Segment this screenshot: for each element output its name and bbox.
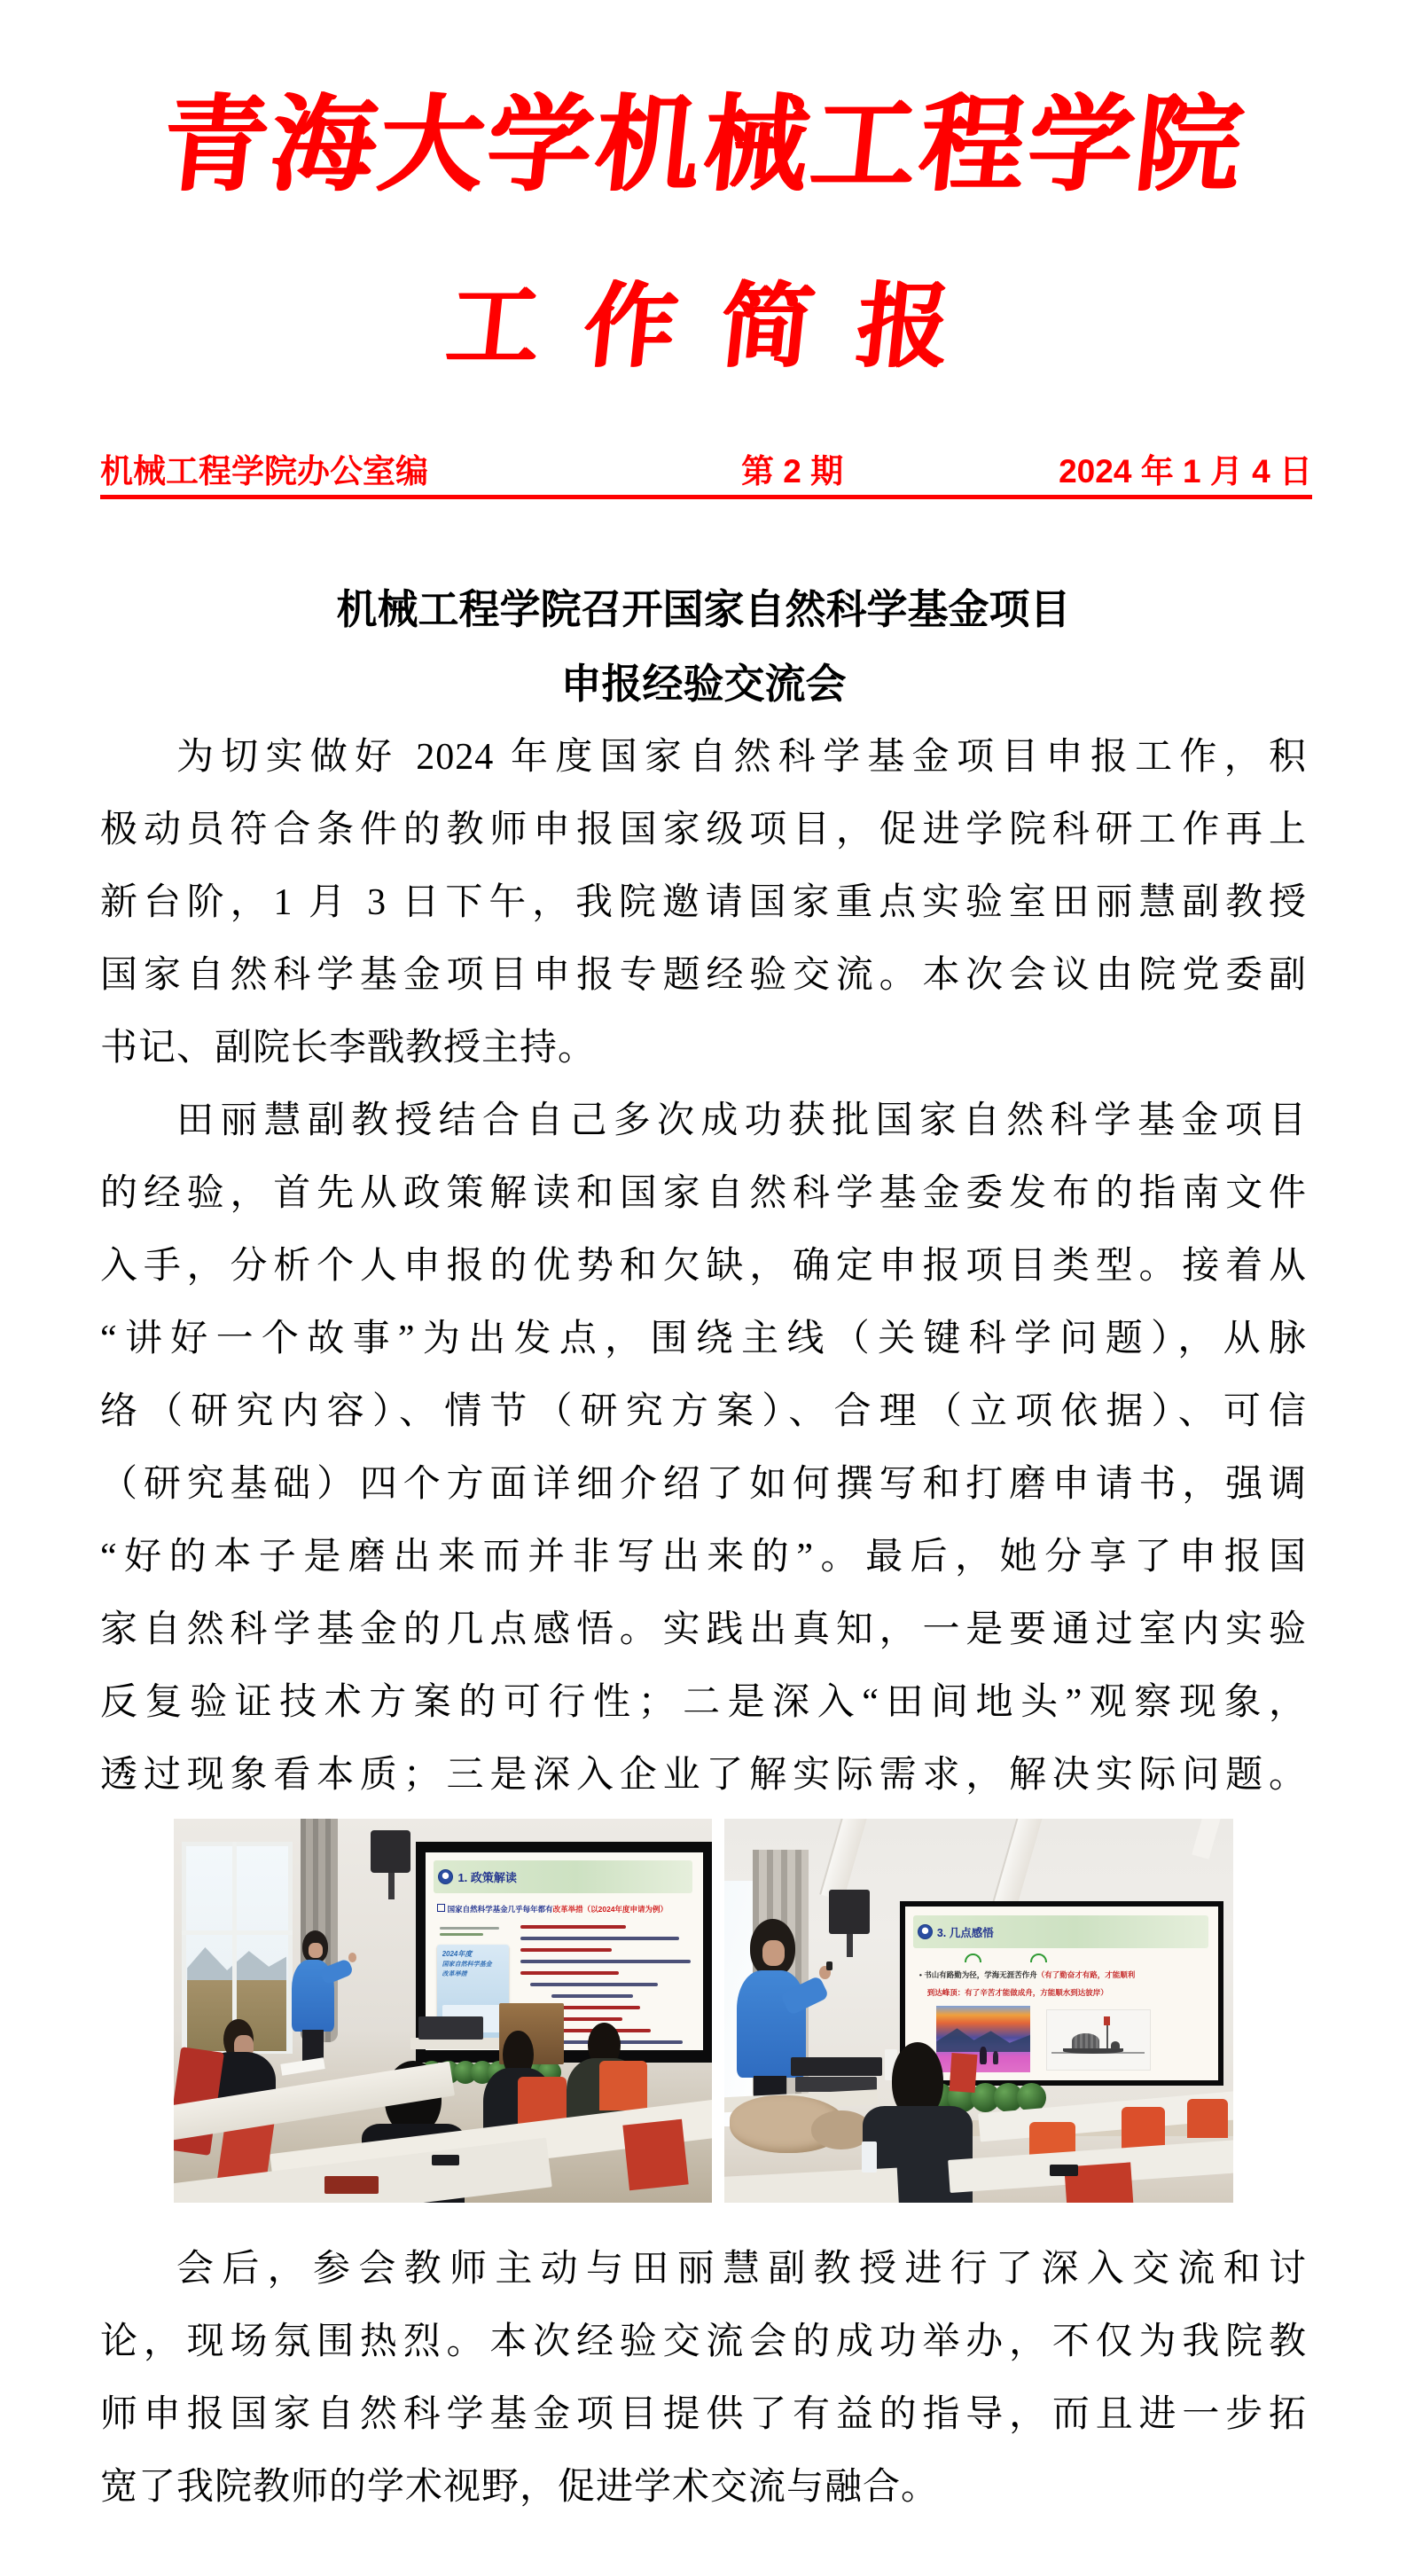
body-line: 极动员符合条件的教师申报国家级项目，促进学院科研工作再上 (100, 810, 1307, 851)
body-line: 入手，分析个人申报的优势和欠缺，确定申报项目类型。接着从 (100, 1246, 1307, 1288)
green-arc-icon (965, 1954, 981, 1962)
presenter-face (309, 1943, 323, 1958)
body-line: 透过现象看本质；三是深入企业了解实际需求，解决实际问题。 (100, 1755, 1307, 1797)
org-title-text: 青海大学机械工程学院 (156, 88, 1251, 204)
phone (432, 2155, 458, 2165)
paragraph-3 (0, 2233, 1407, 2524)
speaker-box (829, 1890, 870, 1934)
paragraph-1 (0, 721, 1407, 1084)
card-line: 改革举措 (442, 1971, 467, 1978)
subtitle-highlight: 改革举措 (552, 1904, 583, 1914)
speaker-bracket (388, 1873, 395, 1899)
issue-date: 2024 年 1 月 4 日 (1059, 453, 1312, 489)
slide-mini-lines (440, 1927, 506, 1941)
university-logo-icon (438, 1869, 453, 1884)
masthead-bulletin-title (0, 277, 1407, 379)
slide-quote-line2: 到达峰顶：有了辛苦才能做成舟，方能顺水到达彼岸） (926, 1987, 1108, 1997)
green-arc-icon (1030, 1954, 1047, 1962)
climber (980, 2047, 987, 2063)
body-line: 会后，参会教师主动与田丽慧副教授进行了深入交流和讨 (176, 2249, 1307, 2290)
body-line: 新台阶，1 月 3 日下午，我院邀请国家重点实验室田丽慧副教授 (100, 882, 1307, 924)
article-title-line2: 申报经验交流会 (560, 661, 847, 708)
presenter-hand (348, 1953, 356, 1962)
presenter-face (762, 1940, 785, 1966)
clicker (826, 1961, 832, 1970)
body-line: 田丽慧副教授结合自己多次成功获批国家自然科学基金项目 (176, 1100, 1307, 1142)
window-bar (182, 1930, 292, 1935)
photo-right-classroom (724, 1819, 1233, 2203)
orange-chair (1187, 2099, 1228, 2137)
climber (993, 2051, 998, 2064)
masthead-org-title (0, 0, 1407, 204)
slide-header (434, 1860, 692, 1894)
red-chair (622, 2119, 688, 2190)
body-line: 宽了我院教师的学术视野，促进学术交流与融合。 (100, 2467, 940, 2509)
body-line: 书记、副院长李戬教授主持。 (100, 1028, 597, 1069)
card-line: 国家自然科学基金 (442, 1961, 492, 1969)
slide-title: 3. 几点感悟 (936, 1926, 994, 1939)
subtitle-main: 国家自然科学基金几乎每年都有 (447, 1904, 553, 1914)
body-line: 的经验，首先从政策解读和国家自然科学基金委发布的指南文件 (100, 1173, 1307, 1215)
body-line: 反复验证技术方案的可行性；二是深入“田间地头”观察现象， (100, 1682, 1307, 1724)
subtitle-note: （以2024年度申请为例） (582, 1904, 668, 1914)
paragraph-2 (0, 1084, 1407, 1812)
body-line: 师申报国家自然科学基金项目提供了有益的指导，而且进一步拓 (100, 2394, 1307, 2436)
slide-quote-line1: • 书山有路勤为径，学海无涯苦作舟（有了勤奋才有路，才能顺利 (918, 1969, 1136, 1979)
presenter (286, 1930, 346, 2069)
issue-number: 第 2 期 (740, 453, 844, 489)
article-title-line1: 机械工程学院召开国家自然科学基金项目 (336, 586, 1071, 633)
issue-editor: 机械工程学院办公室编 (100, 453, 428, 489)
quote-red: （有了勤奋才有路，才能顺利 (1036, 1969, 1136, 1979)
body-line: 为切实做好 2024 年度国家自然科学基金项目申报工作，积 (176, 737, 1307, 779)
red-seal (1104, 2016, 1110, 2025)
card-line: 2024年度 (442, 1950, 473, 1959)
issue-line (100, 452, 1312, 499)
slide-subtitle (437, 1904, 700, 1914)
red-book (324, 2176, 379, 2193)
photo-left-classroom (174, 1819, 712, 2203)
body-line: “讲好一个故事”为出发点，围绕主线（关键科学问题），从脉 (100, 1319, 1307, 1360)
speaker-bracket (847, 1934, 853, 1957)
university-logo-icon (918, 1924, 933, 1939)
slide-header (913, 1915, 1208, 1948)
red-folder (950, 2053, 978, 2093)
body-line: “好的本子是磨出来而并非写出来的”。最后，她分享了申报国 (100, 1537, 1307, 1578)
boat-canopy (1072, 2033, 1099, 2048)
body-line: 论，现场氛围热烈。本次经验交流会的成功举办，不仅为我院教 (100, 2322, 1307, 2363)
body-line: 络（研究内容）、情节（研究方案）、合理（立项依据）、可信 (100, 1391, 1307, 1433)
bulletin-title-text: 工 作 简 报 (442, 277, 965, 379)
av-equipment (418, 2016, 483, 2040)
speaker-box (371, 1830, 411, 1873)
fisherman (1111, 2041, 1120, 2049)
orange-chair (1122, 2107, 1165, 2149)
body-line: 国家自然科学基金项目申报专题经验交流。本次会议由院党委副 (100, 955, 1307, 997)
slide-title: 1. 政策解读 (457, 1870, 517, 1884)
quote-black: 书山有路勤为径，学海无涯苦作舟 (924, 1969, 1037, 1979)
square-bullet-icon (437, 1904, 445, 1912)
orange-chair (599, 2061, 648, 2110)
bottle (862, 2141, 877, 2173)
photo-row (0, 1819, 1407, 2203)
phone (1050, 2165, 1078, 2176)
boat-painting (1046, 2009, 1151, 2071)
body-line: 家自然科学基金的几点感悟。实践出真知，一是要通过室内实验 (100, 1609, 1307, 1651)
body-line: （研究基础）四个方面详细介绍了如何撰写和打磨申请书，强调 (100, 1464, 1307, 1506)
